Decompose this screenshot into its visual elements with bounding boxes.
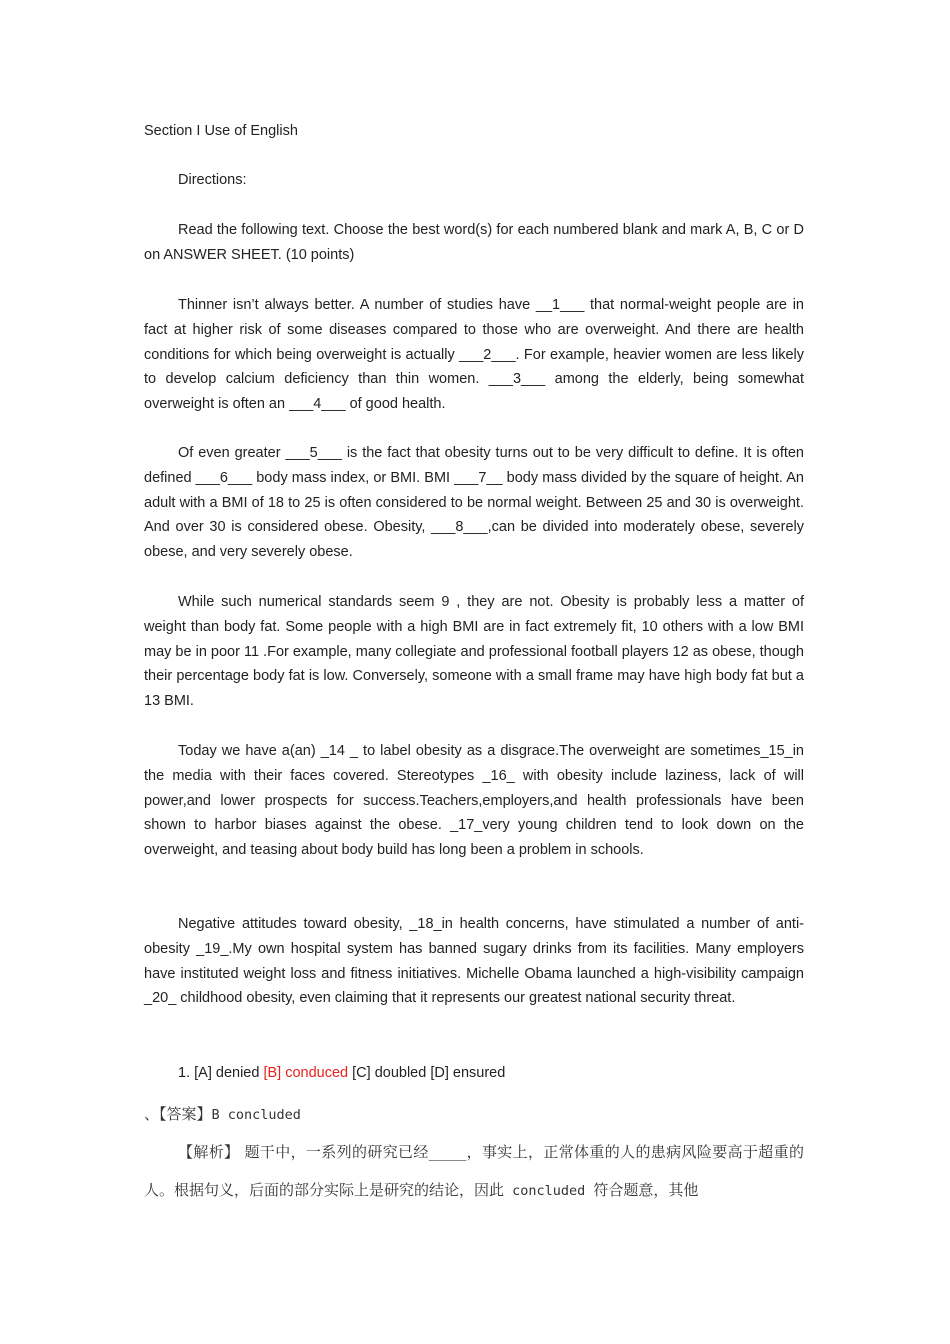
analysis-label: 【解析】: [178, 1143, 240, 1161]
answer-value: B concluded: [211, 1107, 301, 1123]
answer-line: [144, 1102, 301, 1127]
paragraph-1: Thinner isn’t always better. A number of studies have __1___ that normal-weight people are in fact at higher risk of some diseases compared to those who are overweight. And there are health conditions for which being overweight is actually ___2___. For example, heavier women are less likely to develop calcium deficiency than thin women. ___3___ among the elderly, being somewhat overweight is often an ___4___ of good health.: [144, 297, 804, 413]
analysis-text-2: 符合题意，其他: [593, 1181, 699, 1199]
paragraph-4: Today we have a(an) _14 _ to label obesity as a disgrace.The overweight are sometimes_15_in the media with their faces covered. Stereotypes _16_ with obesity include laziness, lack of will power,and lower prospects for success.Teachers,employers,and health professionals have been shown to harbor biases against the obese. _17_very young children tend to look down on the overweight, and teasing about body build has long been a problem in schools.: [144, 743, 804, 859]
question-prefix: 1. [A] denied: [178, 1065, 264, 1081]
analysis-keyword: concluded: [504, 1183, 594, 1199]
directions-text: Read the following text. Choose the best word(s) for each numbered blank and mark A, B, C or D on ANSWER SHEET. (10 points): [144, 222, 804, 263]
section-title: Section I Use of English: [144, 123, 298, 139]
question-1: [178, 1061, 804, 1086]
paragraph-2: Of even greater ___5___ is the fact that obesity turns out to be very difficult to define. It is often defined ___6___ body mass index, or BMI. BMI ___7__ body mass divided by the square of height. An adult with a BMI of 18 to 25 is often considered to be normal weight. Between 25 and 30 is overweight. And over 30 is considered obese. Obesity, ___8___,can be divided into moderately obese, severely obese, and very severely obese.: [144, 445, 804, 561]
answer-label: 、【答案】: [144, 1105, 212, 1123]
paragraph-3: While such numerical standards seem 9 , they are not. Obesity is probably less a matter of weight than body fat. Some people with a high BMI are in fact extremely fit, 10 others with a low BMI may be in poor 11 .For example, many collegiate and professional football players 12 as obese, though their percentage body fat is low. Conversely, someone with a small frame may have high body fat but a 13 BMI.: [144, 594, 804, 710]
analysis-text-1: 题干中，一系列的研究已经_____，事实上，正常体重的人的患病风险要高于超重的人。根据句义，后面的部分实际上是研究的结论，因此: [144, 1143, 804, 1199]
question-suffix: [C] doubled [D] ensured: [348, 1065, 506, 1081]
directions-label: Directions:: [178, 172, 247, 188]
paragraph-5: Negative attitudes toward obesity, _18_in health concerns, have stimulated a number of anti-obesity _19_.My own hospital system has banned sugary drinks from its facilities. Many employers have instituted weight loss and fitness initiatives. Michelle Obama launched a high-visibility campaign _20_ childhood obesity, even claiming that it represents our greatest national security threat.: [144, 916, 804, 1007]
question-highlighted-option: [B] conduced: [263, 1065, 349, 1081]
analysis-paragraph: [144, 1133, 804, 1210]
